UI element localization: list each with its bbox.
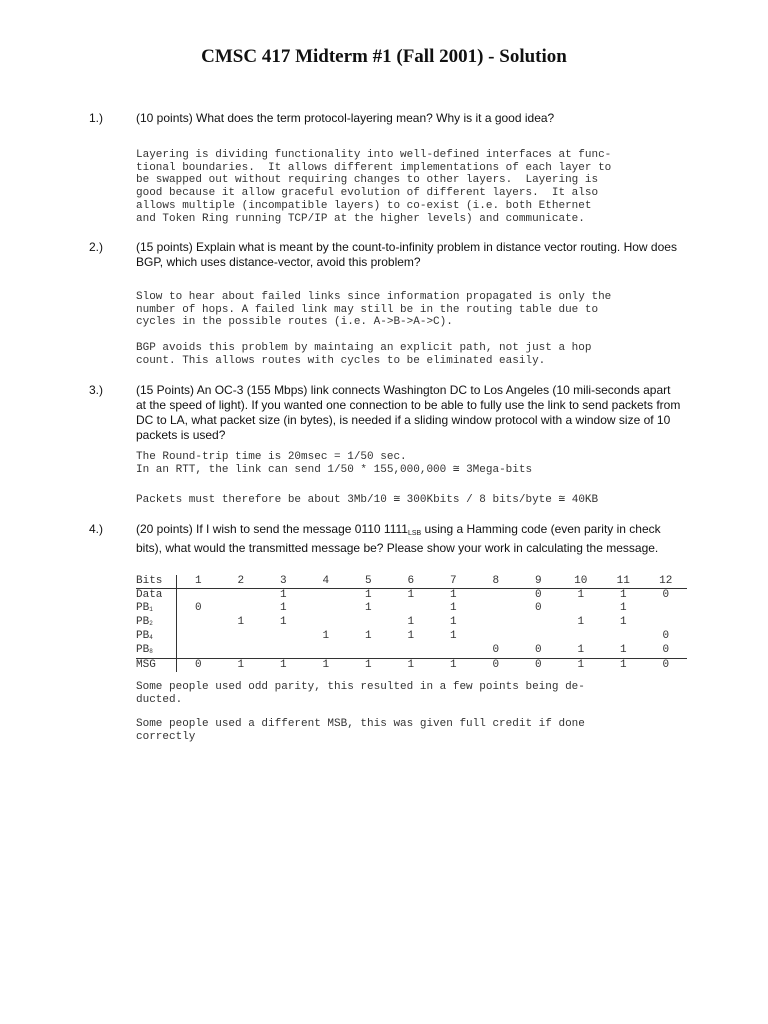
table-cell: 1: [279, 616, 287, 628]
table-cell: [347, 644, 390, 659]
table-row: [136, 602, 687, 616]
table-cell: 0: [534, 602, 542, 614]
table-row: [136, 616, 687, 630]
row-label-text: MSG: [136, 659, 156, 671]
question-3-number: 3.): [89, 383, 104, 397]
table-cell: 1: [220, 659, 263, 673]
table-header-cell: 8: [475, 575, 518, 589]
table-cell: [177, 616, 220, 630]
table-header-cell: 9: [517, 575, 560, 589]
table-cell: [560, 602, 603, 616]
table-cell: 0: [177, 659, 220, 673]
table-cell: [517, 630, 560, 644]
row-label-text: PB: [136, 616, 150, 628]
table-cell: 1: [560, 659, 603, 673]
table-cell: 1: [407, 616, 415, 628]
table-cell: [220, 589, 263, 603]
table-cell: [305, 616, 348, 630]
row-label: [136, 630, 177, 644]
table-cell: [305, 644, 348, 659]
table-cell: [645, 616, 688, 630]
table-cell: 1: [237, 616, 245, 628]
page-title: CMSC 417 Midterm #1 (Fall 2001) - Solution: [201, 46, 567, 67]
table-cell: [475, 616, 518, 630]
table-cell: 1: [279, 602, 287, 614]
table-cell: 0: [517, 659, 560, 673]
table-cell: 1: [364, 602, 372, 614]
table-cell: [475, 602, 518, 616]
row-label-text: PB: [136, 602, 150, 614]
row-label-text: PB: [136, 644, 150, 656]
table-body: [136, 589, 687, 673]
table-cell: 1: [347, 659, 390, 673]
table-cell: 0: [194, 602, 202, 614]
table-cell: 1: [322, 630, 330, 642]
table-cell: [305, 602, 348, 616]
table-cell: 1: [577, 616, 585, 628]
question-4-number: 4.): [89, 522, 104, 536]
question-1-text: (10 points) What does the term protocol-layering mean? Why is it a good idea?: [136, 111, 555, 125]
question-3-answer-part-1: The Round-trip time is 20msec = 1/50 sec. In an RTT, the link can send 1/50 * 155,000,000 ≅ 3Mega-bits: [136, 451, 533, 476]
table-cell: [305, 589, 348, 603]
question-3-text: (15 Points) An OC-3 (155 Mbps) link connects Washington DC to Los Angeles (10 mili-seconds apart at the speed of light). If you wanted one connection to be able to fully use the link to send packets from DC to LA, what packet size (in bytes), is needed if a sliding window protocol with a window size of 10 packets is used?: [136, 383, 681, 442]
table-cell: 1: [577, 589, 585, 601]
table-header-cell: Bits: [136, 575, 177, 589]
question-2-number: 2.): [89, 240, 104, 254]
row-label-text: PB: [136, 630, 150, 642]
row-label: [136, 644, 177, 659]
table-row: [136, 659, 687, 673]
table-cell: 0: [534, 589, 542, 601]
table-cell: 1: [305, 659, 348, 673]
table-cell: [432, 644, 475, 659]
table-cell: 1: [619, 644, 627, 656]
table-cell: [602, 630, 645, 644]
table-cell: 1: [432, 659, 475, 673]
hamming-code-table: [136, 575, 696, 672]
table-cell: [390, 602, 433, 616]
table-header-cell: 5: [347, 575, 390, 589]
table-header-cell: 10: [560, 575, 603, 589]
table-cell: 1: [262, 659, 305, 673]
table-cell: 0: [492, 644, 500, 656]
question-4-text-end: using a Hamming code (even parity in check bits), what would the transmitted message be? Please show your work in calculating the message.: [136, 522, 661, 555]
table-cell: 1: [449, 616, 457, 628]
table-cell: 0: [534, 644, 542, 656]
table-cell: [560, 630, 603, 644]
table-cell: 1: [449, 630, 457, 642]
row-label-subscript: 2: [149, 620, 153, 627]
table-cell: 1: [449, 589, 457, 601]
table-cell: [220, 602, 263, 616]
table-cell: [220, 644, 263, 659]
table-cell: [262, 630, 305, 644]
question-4-text-start: (20 points) If I wish to send the message 0110 1111: [136, 522, 408, 536]
row-label: [136, 602, 177, 616]
question-4-note-1: Some people used odd parity, this resulted in a few points being de- ducted.: [136, 681, 585, 706]
question-1-number: 1.): [89, 111, 104, 125]
row-label-subscript: 4: [149, 634, 153, 641]
table-cell: 0: [645, 659, 688, 673]
table-cell: 1: [619, 602, 627, 614]
table-cell: 1: [279, 589, 287, 601]
table-cell: 1: [602, 659, 645, 673]
table-cell: [177, 589, 220, 603]
table-header-cell: 11: [602, 575, 645, 589]
table-header-cell: 2: [220, 575, 263, 589]
table-header-cell: 4: [305, 575, 348, 589]
table-cell: 0: [662, 630, 670, 642]
table-header-cell: 1: [177, 575, 220, 589]
table-cell: [475, 630, 518, 644]
row-label: [136, 659, 177, 673]
table-header-cell: 3: [262, 575, 305, 589]
lsb-subscript: LSB: [407, 530, 422, 537]
table-row: [136, 589, 687, 603]
row-label-subscript: 1: [149, 606, 153, 613]
question-2-answer-part-1: Slow to hear about failed links since information propagated is only the number of hops. A failed link may still be in the routing table due to cycles in the possible routes (i.e. A->B->A->C).: [136, 291, 612, 329]
question-2-text: (15 points) Explain what is meant by the count-to-infinity problem in distance vector routing. How does BGP, which uses distance-vector, avoid this problem?: [136, 240, 677, 269]
table-cell: 0: [662, 589, 670, 601]
row-label-text: Data: [136, 589, 163, 601]
question-4-text: [136, 522, 681, 556]
table-row: [136, 644, 687, 659]
table-cell: 0: [475, 659, 518, 673]
table-cell: [262, 644, 305, 659]
question-3-answer-part-2: Packets must therefore be about 3Mb/10 ≅ 300Kbits / 8 bits/byte ≅ 40KB: [136, 494, 599, 506]
table-cell: [517, 616, 560, 630]
table-cell: 1: [619, 589, 627, 601]
table-header-row: [136, 575, 687, 589]
row-label-subscript: 8: [149, 648, 153, 655]
table-cell: [645, 602, 688, 616]
table-cell: [177, 630, 220, 644]
table-cell: 0: [662, 644, 670, 656]
table-cell: [390, 644, 433, 659]
table-cell: 1: [390, 659, 433, 673]
question-2-answer-part-2: BGP avoids this problem by maintaing an explicit path, not just a hop count. This allows routes with cycles to be eliminated easily.: [136, 342, 592, 367]
question-1-answer: Layering is dividing functionality into well-defined interfaces at func- tional boundaries. It allows different implementations of each layer to be swapped out without requiring changes to other layers. Layering is good because it allow graceful evolution of different layers. It also allows multiple (incompatible layers) to co-exist (i.e. both Ethernet and Token Ring running TCP/IP at the higher levels) and communicate.: [136, 149, 612, 225]
table-cell: 1: [407, 589, 415, 601]
table-cell: 1: [364, 630, 372, 642]
table-header-cell: 12: [645, 575, 688, 589]
row-label: [136, 589, 177, 603]
table-header-cell: 6: [390, 575, 433, 589]
table-cell: 1: [364, 589, 372, 601]
table-header-cell: 7: [432, 575, 475, 589]
table-cell: 1: [577, 644, 585, 656]
table-cell: [475, 589, 518, 603]
table-cell: 1: [619, 616, 627, 628]
table-cell: 1: [449, 602, 457, 614]
table-cell: [177, 644, 220, 659]
table-cell: [347, 616, 390, 630]
table-row: [136, 630, 687, 644]
row-label: [136, 616, 177, 630]
question-4-note-2: Some people used a different MSB, this was given full credit if done correctly: [136, 718, 585, 743]
table-cell: [220, 630, 263, 644]
table-cell: 1: [407, 630, 415, 642]
